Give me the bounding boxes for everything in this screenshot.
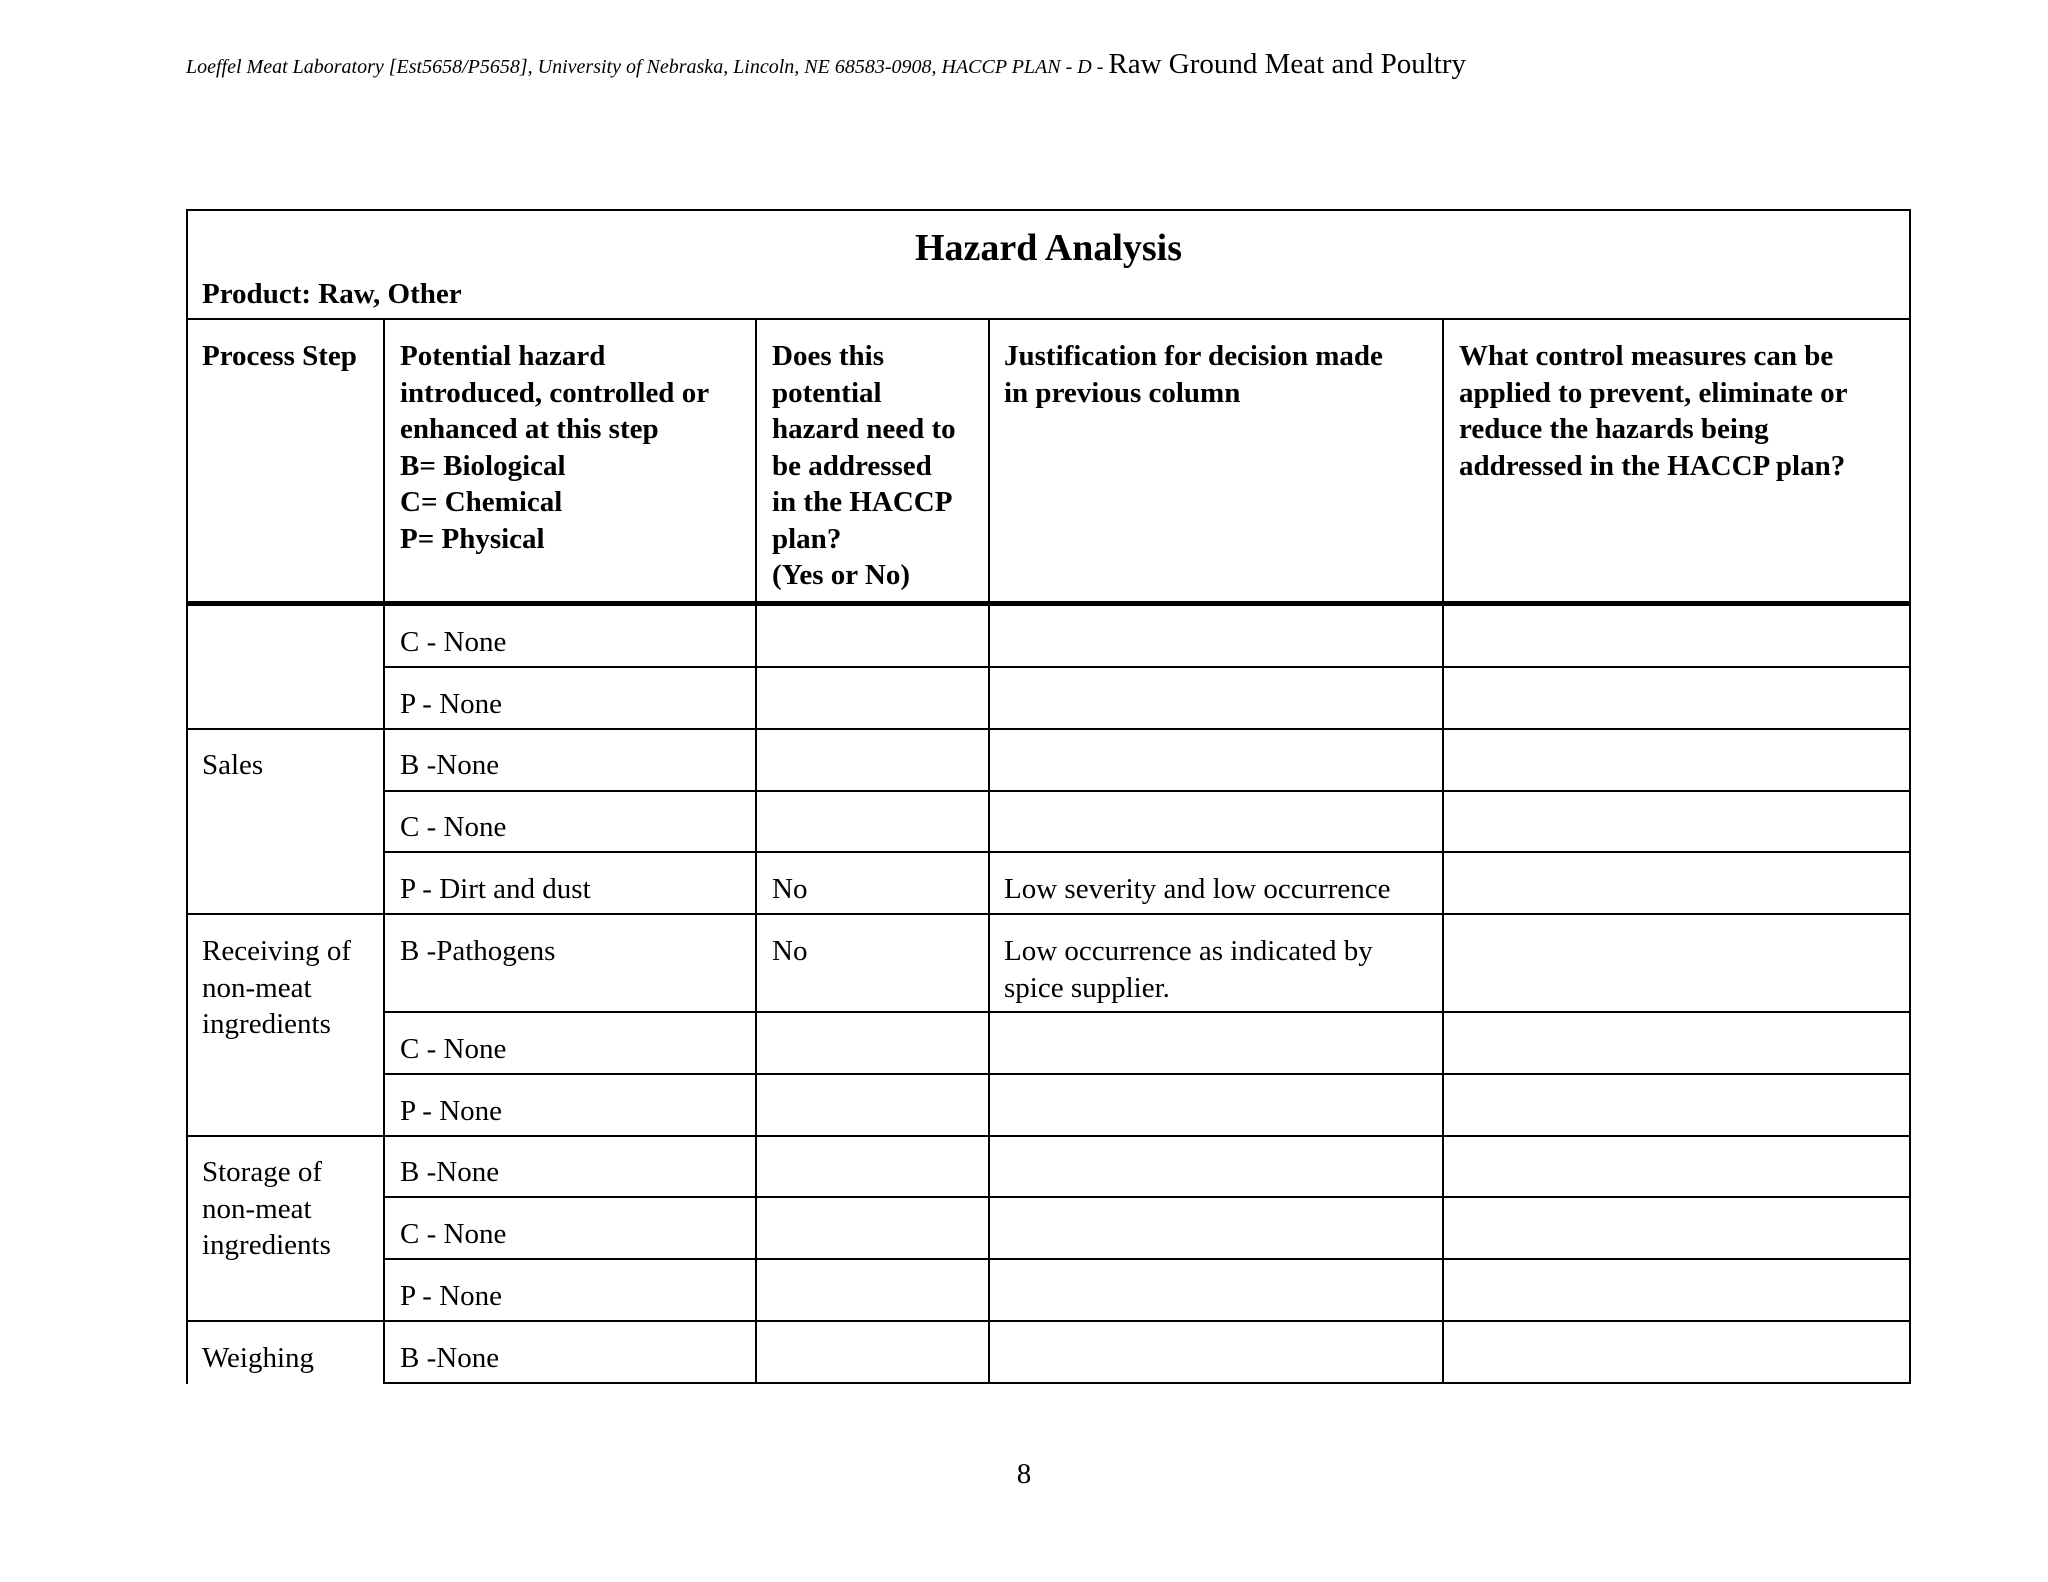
hazard-cell: C - None — [400, 1218, 507, 1250]
divider — [186, 1135, 1911, 1137]
column-header-justification: Justification for decision made in previous column — [1004, 340, 1383, 409]
hazard-cell: C - None — [400, 626, 507, 658]
hazard-cell: B -None — [400, 1156, 500, 1188]
justification-cell: Low severity and low occurrence — [1004, 873, 1391, 905]
hazard-cell: B -None — [400, 1342, 500, 1374]
hazard-cell: B -None — [400, 749, 500, 781]
divider — [383, 1011, 1911, 1013]
divider — [186, 318, 1911, 320]
product-label: Product: Raw, Other — [202, 278, 462, 310]
column-header-potential-hazard: Potential hazard introduced, controlled or enhanced at this step B= Biological C= Chemical P= Physical — [400, 340, 710, 555]
divider — [186, 728, 1911, 730]
divider — [988, 318, 990, 1384]
addressed-cell: No — [772, 873, 808, 905]
divider — [755, 318, 757, 1384]
hazard-cell: P - None — [400, 688, 503, 720]
column-header-addressed: Does this potential hazard need to be addressed in the HACCP plan? (Yes or No) — [772, 340, 956, 591]
process-step-receiving: Receiving of non-meat ingredients — [202, 935, 351, 1040]
running-header — [186, 48, 1466, 81]
hazard-cell: P - None — [400, 1095, 503, 1127]
divider — [186, 601, 1911, 606]
divider — [383, 1382, 1911, 1384]
header-institution: Loeffel Meat Laboratory [Est5658/P5658], University of Nebraska, Lincoln, NE 68583-0908, HACCP PLAN - D - — [186, 56, 1109, 78]
divider — [383, 1073, 1911, 1075]
hazard-cell: C - None — [400, 811, 507, 843]
hazard-cell: C - None — [400, 1033, 507, 1065]
divider — [383, 851, 1911, 853]
hazard-cell: P - Dirt and dust — [400, 873, 591, 905]
divider — [186, 1320, 1911, 1322]
divider — [186, 913, 1911, 915]
divider — [383, 790, 1911, 792]
column-header-control-measures: What control measures can be applied to prevent, eliminate or reduce the hazards being addressed in the HACCP plan? — [1459, 340, 1848, 482]
addressed-cell: No — [772, 935, 808, 967]
table-title: Hazard Analysis — [914, 227, 1183, 269]
process-step-sales: Sales — [202, 749, 264, 781]
justification-cell: Low occurrence as indicated by spice supplier. — [1004, 935, 1373, 1004]
divider — [383, 1196, 1911, 1198]
header-plan-title: Raw Ground Meat and Poultry — [1108, 48, 1466, 80]
divider — [383, 666, 1911, 668]
divider — [1442, 318, 1444, 1384]
hazard-cell: B -Pathogens — [400, 935, 556, 967]
page-number: 8 — [1016, 1458, 1032, 1490]
process-step-storage: Storage of non-meat ingredients — [202, 1156, 331, 1261]
divider — [383, 318, 385, 1384]
column-header-process-step: Process Step — [202, 340, 357, 372]
process-step-weighing: Weighing — [202, 1342, 315, 1374]
hazard-cell: P - None — [400, 1280, 503, 1312]
divider — [383, 1258, 1911, 1260]
